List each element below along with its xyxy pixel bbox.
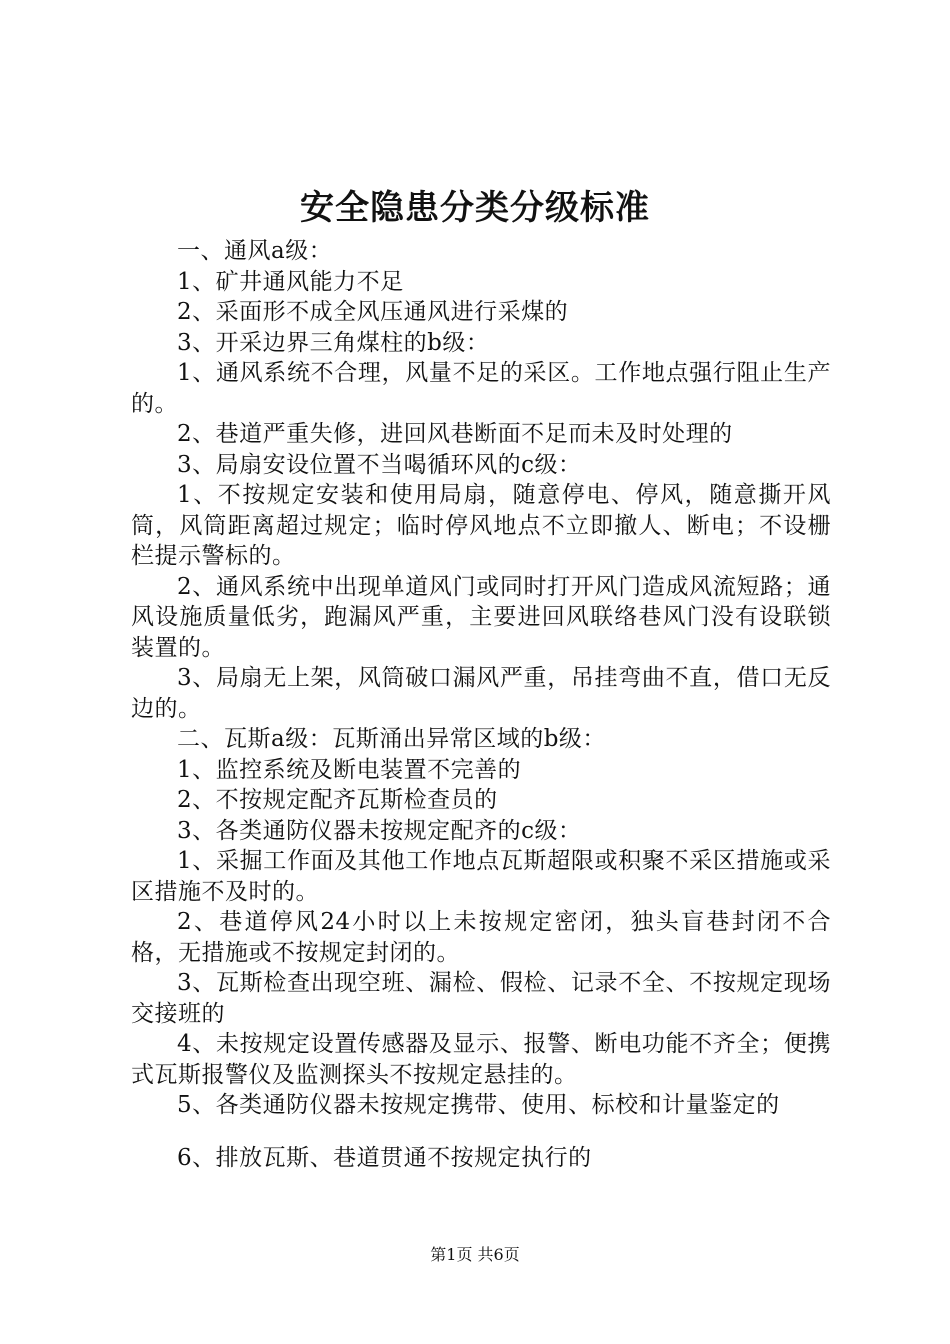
paragraph: 2、巷道停风24小时以上未按规定密闭，独头盲巷封闭不合格，无措施或不按规定封闭的。 [131,909,831,966]
paragraph: 5、各类通防仪器未按规定携带、使用、标校和计量鉴定的 [177,1092,780,1118]
paragraph: 1、采掘工作面及其他工作地点瓦斯超限或积聚不采区措施或采区措施不及时的。 [131,848,831,905]
section-heading-gas: 二、瓦斯a级：瓦斯涌出异常区域的b级： [177,726,606,752]
paragraph: 3、局扇安设位置不当喝循环风的c级： [177,451,582,478]
paragraph: 1、监控系统及断电装置不完善的 [177,756,522,783]
section-heading-ventilation: 一、通风a级： [177,238,333,264]
paragraph: 4、未按规定设置传感器及显示、报警、断电功能不齐全；便携式瓦斯报警仪及监测探头不按规定悬挂的。 [131,1031,831,1088]
paragraph: 2、通风系统中出现单道风门或同时打开风门造成风流短路；通风设施质量低劣，跑漏风严重，主要进回风联络巷风门没有设联锁装置的。 [131,573,831,661]
document-body [131,236,831,1173]
document-title: 安全隐患分类分级标准 [300,188,650,228]
paragraph: 6、排放瓦斯、巷道贯通不按规定执行的 [177,1144,592,1171]
paragraph: 2、采面形不成全风压通风进行采煤的 [177,299,569,325]
paragraph: 1、通风系统不合理，风量不足的采区。工作地点强行阻止生产的。 [131,360,831,417]
paragraph: 3、瓦斯检查出现空班、漏检、假检、记录不全、不按规定现场交接班的 [131,970,831,1027]
paragraph: 3、开采边界三角煤柱的b级： [177,329,490,356]
paragraph: 3、局扇无上架，风筒破口漏风严重，吊挂弯曲不直，借口无反边的。 [131,665,831,722]
paragraph: 2、巷道严重失修，进回风巷断面不足而未及时处理的 [177,421,733,447]
paragraph-spacer [131,1121,831,1143]
paragraph: 3、各类通防仪器未按规定配齐的c级： [177,817,582,844]
paragraph: 2、不按规定配齐瓦斯检查员的 [177,787,498,813]
paragraph: 1、不按规定安装和使用局扇，随意停电、停风，随意撕开风筒，风筒距离超过规定；临时停风地点不立即撤人、断电；不设栅栏提示警标的。 [131,482,831,569]
page-number-footer: 第1页 共6页 [430,1245,520,1264]
paragraph: 1、矿井通风能力不足 [177,268,404,295]
